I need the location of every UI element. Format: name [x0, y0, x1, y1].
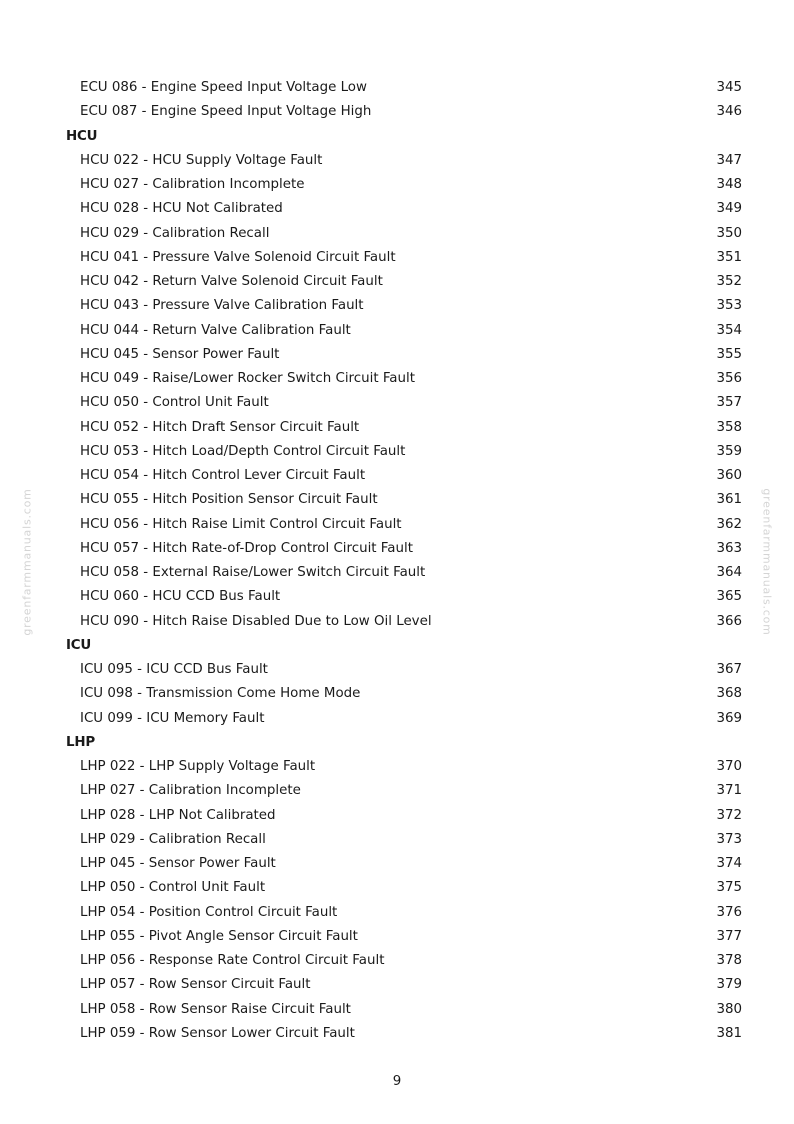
toc-entry-page-number: 378: [716, 953, 742, 968]
toc-section-heading: [0, 125, 794, 149]
toc-entry-page-number: 358: [716, 419, 742, 435]
toc-entry-page-number: 357: [716, 395, 742, 411]
toc-entry: [0, 949, 794, 973]
toc-entry-title: ICU 099 - ICU Memory Fault: [80, 710, 265, 726]
toc-entry: [0, 100, 794, 124]
toc-entry-title: HCU 055 - Hitch Position Sensor Circuit Fault: [80, 492, 378, 508]
toc-entry-page-number: 380: [716, 1001, 742, 1017]
toc-entry-title: HCU 029 - Calibration Recall: [80, 225, 270, 241]
toc-entry: [0, 343, 794, 367]
section-heading-label: HCU: [66, 128, 98, 144]
toc-entry-page-number: 376: [716, 904, 742, 920]
toc-entry-page-number: 372: [716, 807, 742, 823]
toc-entry-title: HCU 054 - Hitch Control Lever Circuit Fault: [80, 468, 366, 483]
toc-entry-page-number: 367: [716, 662, 742, 677]
toc-entry-title: HCU 022 - HCU Supply Voltage Fault: [80, 152, 323, 168]
toc-section-heading: [0, 634, 794, 658]
toc-entry: [0, 610, 794, 634]
toc-entry: [0, 804, 794, 828]
toc-entry-title: HCU 041 - Pressure Valve Solenoid Circuit Fault: [80, 249, 396, 265]
toc-entry: [0, 391, 794, 415]
toc-entry: [0, 319, 794, 343]
toc-entry: [0, 222, 794, 246]
toc-entry-page-number: 356: [716, 371, 742, 386]
toc-entry-page-number: 352: [716, 274, 742, 289]
toc-entry-page-number: 370: [716, 759, 742, 774]
toc-entry-page-number: 359: [716, 443, 742, 459]
toc-entry-title: LHP 055 - Pivot Angle Sensor Circuit Fault: [80, 928, 358, 944]
toc-entry: [0, 488, 794, 512]
toc-entry-page-number: 348: [716, 177, 742, 192]
toc-entry: [0, 440, 794, 464]
toc-entry-page-number: 354: [716, 322, 742, 338]
toc-entry-page-number: 364: [716, 565, 742, 580]
toc-entry-page-number: 360: [716, 468, 742, 483]
table-of-contents: [0, 76, 794, 1046]
toc-entry-title: HCU 042 - Return Valve Solenoid Circuit Fault: [80, 274, 383, 289]
toc-entry-title: HCU 056 - Hitch Raise Limit Control Circuit Fault: [80, 516, 402, 532]
toc-entry-page-number: 347: [716, 152, 742, 168]
toc-entry-title: HCU 045 - Sensor Power Fault: [80, 346, 280, 362]
toc-entry-title: HCU 053 - Hitch Load/Depth Control Circuit Fault: [80, 443, 406, 459]
toc-entry-page-number: 379: [716, 977, 742, 993]
toc-entry: [0, 1022, 794, 1046]
toc-entry-title: LHP 058 - Row Sensor Raise Circuit Fault: [80, 1001, 351, 1017]
toc-entry-title: LHP 059 - Row Sensor Lower Circuit Fault: [80, 1025, 355, 1041]
toc-entry-title: LHP 057 - Row Sensor Circuit Fault: [80, 977, 311, 993]
page-number: 9: [392, 1074, 402, 1089]
toc-entry: [0, 76, 794, 100]
toc-entry: [0, 779, 794, 803]
toc-entry: [0, 197, 794, 221]
toc-entry: [0, 828, 794, 852]
toc-entry-page-number: 366: [716, 613, 742, 629]
toc-entry-page-number: 373: [716, 831, 742, 847]
toc-entry: [0, 901, 794, 925]
toc-entry: [0, 755, 794, 779]
toc-entry-page-number: 381: [716, 1025, 742, 1041]
toc-entry-page-number: 365: [716, 589, 742, 605]
toc-entry-title: LHP 029 - Calibration Recall: [80, 831, 266, 847]
toc-entry-page-number: 345: [716, 80, 742, 95]
toc-section-heading: [0, 731, 794, 755]
toc-entry: [0, 149, 794, 173]
toc-entry-title: HCU 090 - Hitch Raise Disabled Due to Low Oil Level: [80, 613, 432, 629]
toc-entry: [0, 416, 794, 440]
toc-entry-page-number: 374: [716, 856, 742, 871]
toc-entry-page-number: 349: [716, 201, 742, 217]
toc-entry-title: HCU 050 - Control Unit Fault: [80, 395, 269, 411]
toc-entry-title: HCU 044 - Return Valve Calibration Fault: [80, 322, 351, 338]
toc-entry-title: LHP 056 - Response Rate Control Circuit Fault: [80, 953, 385, 968]
toc-entry-title: HCU 043 - Pressure Valve Calibration Fault: [80, 298, 364, 314]
toc-entry-title: LHP 022 - LHP Supply Voltage Fault: [80, 759, 316, 774]
toc-entry: [0, 513, 794, 537]
toc-entry-title: HCU 052 - Hitch Draft Sensor Circuit Fault: [80, 419, 360, 435]
toc-entry-title: ICU 095 - ICU CCD Bus Fault: [80, 662, 268, 677]
toc-entry: [0, 973, 794, 997]
toc-entry: [0, 367, 794, 391]
toc-entry: [0, 876, 794, 900]
toc-entry: [0, 852, 794, 876]
toc-entry-title: HCU 058 - External Raise/Lower Switch Circuit Fault: [80, 565, 426, 580]
toc-entry: [0, 537, 794, 561]
toc-entry-title: HCU 049 - Raise/Lower Rocker Switch Circuit Fault: [80, 371, 415, 386]
section-heading-label: LHP: [66, 734, 95, 750]
toc-entry-page-number: 371: [716, 783, 742, 799]
toc-entry: [0, 658, 794, 682]
toc-entry-page-number: 368: [716, 686, 742, 702]
watermark-left-text: greenfarmmanuals.com: [20, 488, 34, 636]
toc-entry-title: LHP 027 - Calibration Incomplete: [80, 783, 301, 799]
toc-entry: [0, 585, 794, 609]
toc-entry: [0, 294, 794, 318]
toc-entry-page-number: 369: [716, 710, 742, 726]
toc-entry-title: HCU 057 - Hitch Rate-of-Drop Control Circuit Fault: [80, 540, 413, 556]
toc-entry-title: HCU 027 - Calibration Incomplete: [80, 177, 305, 192]
toc-entry-page-number: 351: [716, 249, 742, 265]
toc-entry: [0, 998, 794, 1022]
toc-entry-page-number: 362: [716, 516, 742, 532]
section-heading-label: ICU: [66, 637, 92, 653]
toc-entry-title: ICU 098 - Transmission Come Home Mode: [80, 686, 361, 702]
toc-entry: [0, 173, 794, 197]
watermark-right-text: greenfarmmanuals.com: [760, 488, 774, 636]
toc-entry-page-number: 363: [716, 540, 742, 556]
toc-entry: [0, 682, 794, 706]
toc-entry-page-number: 361: [716, 492, 742, 508]
toc-entry-title: HCU 028 - HCU Not Calibrated: [80, 201, 283, 217]
toc-entry-title: LHP 054 - Position Control Circuit Fault: [80, 904, 338, 920]
toc-entry-page-number: 377: [716, 928, 742, 944]
toc-entry-title: LHP 028 - LHP Not Calibrated: [80, 807, 276, 823]
toc-entry-title: ECU 086 - Engine Speed Input Voltage Low: [80, 80, 367, 95]
toc-entry-page-number: 350: [716, 225, 742, 241]
toc-entry-page-number: 355: [716, 346, 742, 362]
toc-entry-page-number: 346: [716, 104, 742, 120]
toc-entry-title: LHP 050 - Control Unit Fault: [80, 880, 266, 896]
toc-entry: [0, 246, 794, 270]
toc-entry-page-number: 353: [716, 298, 742, 314]
toc-entry-title: ECU 087 - Engine Speed Input Voltage High: [80, 104, 372, 120]
toc-entry: [0, 925, 794, 949]
toc-entry: [0, 561, 794, 585]
toc-entry-title: LHP 045 - Sensor Power Fault: [80, 856, 276, 871]
toc-entry-page-number: 375: [716, 880, 742, 896]
toc-entry: [0, 707, 794, 731]
toc-entry: [0, 464, 794, 488]
toc-entry: [0, 270, 794, 294]
toc-entry-title: HCU 060 - HCU CCD Bus Fault: [80, 589, 281, 605]
